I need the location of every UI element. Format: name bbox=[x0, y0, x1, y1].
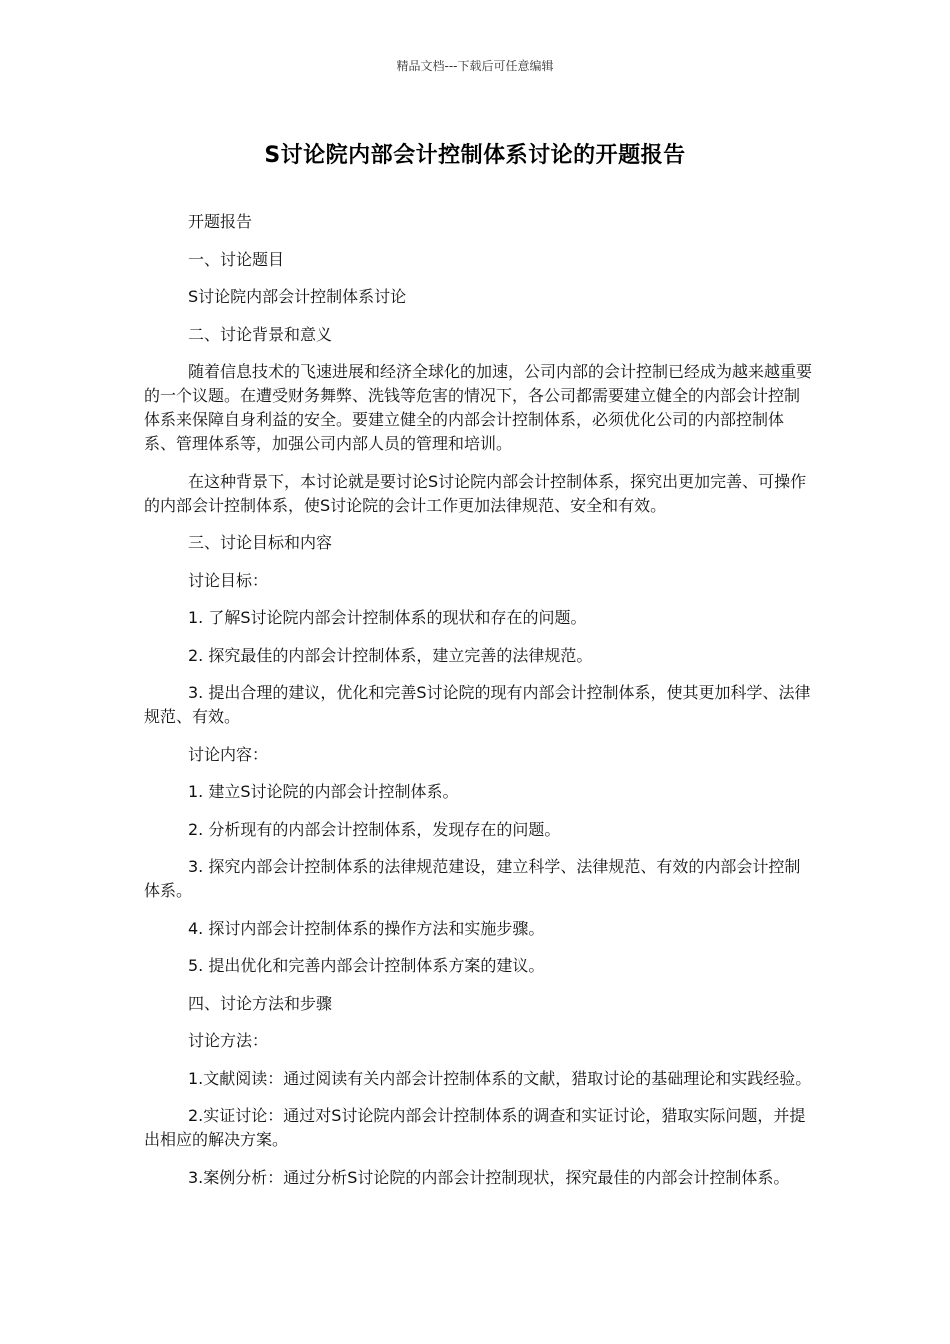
list-item: 1. 了解S讨论院内部会计控制体系的现状和存在的问题。 bbox=[188, 608, 587, 627]
paragraph: 开题报告 bbox=[188, 212, 253, 231]
section-heading: 四、讨论方法和步骤 bbox=[188, 993, 333, 1013]
page-header: 精品文档---下载后可任意编辑 bbox=[396, 59, 554, 73]
paragraph: 在这种背景下，本讨论就是要讨论S讨论院内部会计控制体系，探究出更加完善、可操作的内部会计控制体系，使S讨论院的会计工作更加法律规范、安全和有效。 bbox=[144, 471, 807, 515]
document-body bbox=[144, 210, 814, 1203]
list-item: 2. 探究最佳的内部会计控制体系，建立完善的法律规范。 bbox=[188, 645, 593, 665]
list-item: 1. 建立S讨论院的内部会计控制体系。 bbox=[188, 782, 459, 801]
list-item: 3. 探究内部会计控制体系的法律规范建设，建立科学、法律规范、有效的内部会计控制体系。 bbox=[144, 857, 801, 900]
list-item: 3.案例分析：通过分析S讨论院的内部会计控制现状，探究最佳的内部会计控制体系。 bbox=[188, 1167, 790, 1187]
paragraph: 随着信息技术的飞速进展和经济全球化的加速，公司内部的会计控制已经成为越来越重要的一个议题。在遭受财务舞弊、洗钱等危害的情况下，各公司都需要建立健全的内部会计控制体系来保障自身利益的安全。要建立健全的内部会计控制体系，必须优化公司的内部控制体系、管理体系等，加强公司内部人员的管理和培训。 bbox=[144, 362, 813, 453]
section-heading: 三、讨论目标和内容 bbox=[188, 533, 333, 552]
section-heading: 一、讨论题目 bbox=[188, 249, 285, 269]
list-item: 4. 探讨内部会计控制体系的操作方法和实施步骤。 bbox=[188, 918, 545, 938]
list-item: 1.文献阅读：通过阅读有关内部会计控制体系的文献，猎取讨论的基础理论和实践经验。 bbox=[188, 1068, 812, 1088]
list-item: 3. 提出合理的建议，优化和完善S讨论院的现有内部会计控制体系，使其更加科学、法律规范、有效。 bbox=[144, 683, 811, 726]
document-title: S讨论院内部会计控制体系讨论的开题报告 bbox=[264, 143, 686, 168]
paragraph: S讨论院内部会计控制体系讨论 bbox=[188, 287, 407, 306]
paragraph: 讨论目标： bbox=[188, 570, 269, 590]
paragraph: 讨论内容： bbox=[188, 744, 269, 764]
list-item: 5. 提出优化和完善内部会计控制体系方案的建议。 bbox=[188, 956, 545, 975]
list-item: 2.实证讨论：通过对S讨论院内部会计控制体系的调查和实证讨论，猎取实际问题，并提出相应的解决方案。 bbox=[144, 1106, 806, 1149]
paragraph: 讨论方法： bbox=[188, 1031, 269, 1050]
list-item: 2. 分析现有的内部会计控制体系，发现存在的问题。 bbox=[188, 819, 561, 839]
section-heading: 二、讨论背景和意义 bbox=[188, 324, 333, 344]
